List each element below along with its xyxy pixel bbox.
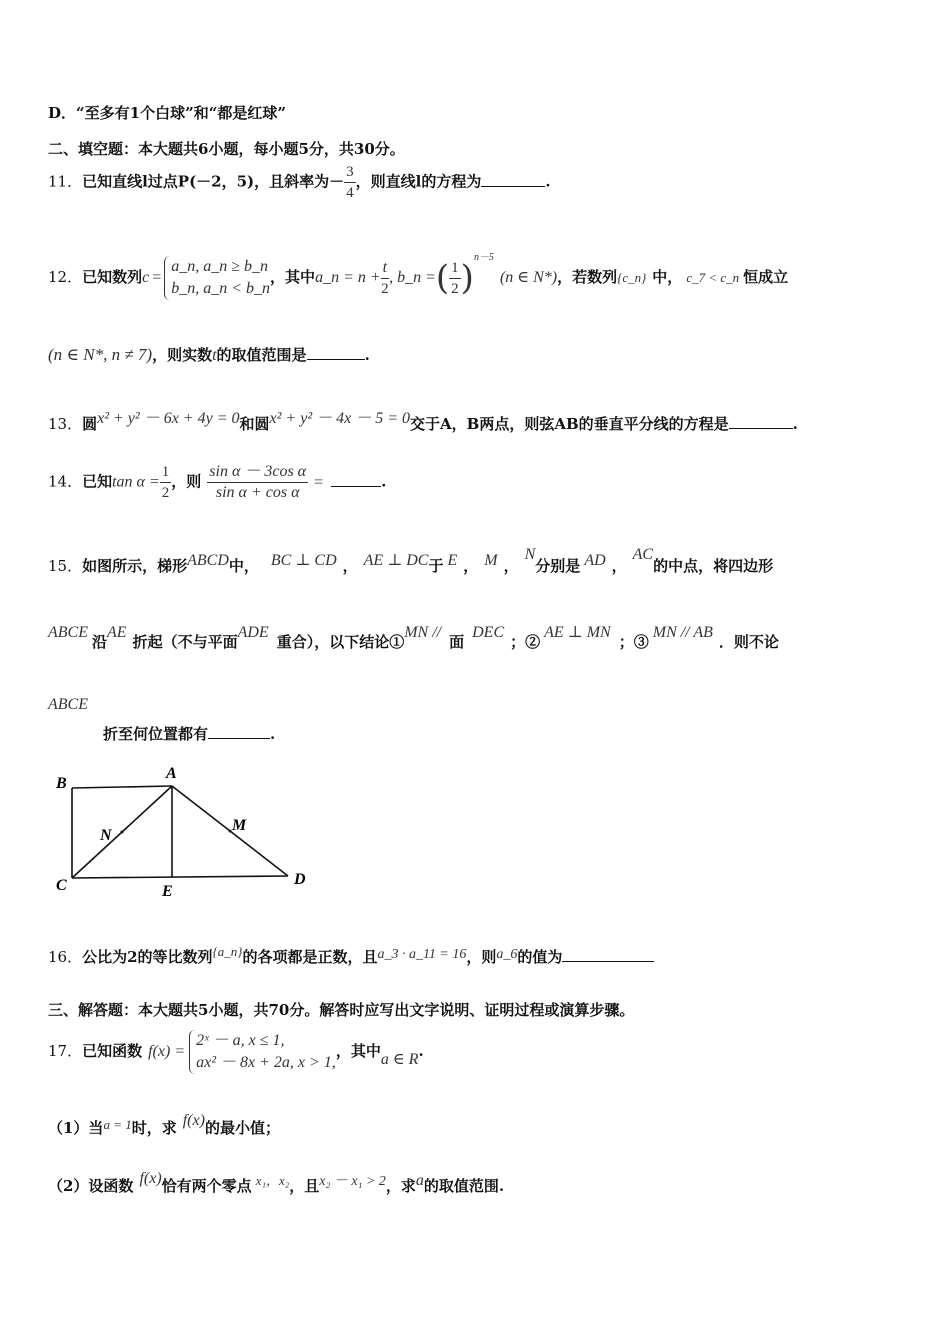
edge-ba <box>72 786 172 788</box>
q17-p1-label: （1）当 <box>48 1119 104 1137</box>
q15-l1-13: AD <box>584 552 606 569</box>
q12-t-den: 2 <box>381 280 389 297</box>
q15-l1-12: 分别是 <box>535 557 581 575</box>
q15-l1-0: 如图所示，梯形 <box>82 557 188 575</box>
q12-inequality: c_7 < c_n <box>686 270 740 285</box>
q14-half-num: 1 <box>160 462 172 483</box>
q12-left-paren: ( <box>435 258 450 298</box>
q14-text-b: ，则 <box>171 472 202 491</box>
q17-p2-text-b: ，且 <box>289 1177 320 1195</box>
label-d: D <box>294 871 306 888</box>
q15-l1-8: ， <box>463 557 479 575</box>
q12-end: . <box>364 346 370 364</box>
q15-l1-9: M <box>484 552 498 569</box>
q16-answer-blank[interactable] <box>562 947 654 962</box>
q12-text-e: 恒成立 <box>743 268 789 286</box>
q15-l1-11: N <box>524 546 536 563</box>
q13-circle1: x² + y² － 6x + 4y = 0 <box>97 410 240 427</box>
q17-p2-cond: x₂ － x₁ > 2 <box>319 1174 386 1189</box>
q12-text-f: ，则实数 <box>152 346 213 364</box>
q17-p2-text-c: ，求 <box>385 1177 416 1195</box>
q11-answer-blank[interactable] <box>481 172 545 187</box>
q12-eq: = <box>152 269 162 286</box>
q17-number: 17． <box>48 1042 83 1060</box>
q17-fx: f(x) = <box>148 1043 186 1060</box>
label-n: N <box>100 827 112 844</box>
q15-l2-10: AE ⊥ MN <box>544 624 611 641</box>
q13-circle2: x² + y² － 4x － 5 = 0 <box>269 410 411 427</box>
q14-eq: = <box>314 473 324 491</box>
q15-l1-10: ， <box>503 557 519 575</box>
q17-cond: a ∈ R <box>380 1051 419 1068</box>
q12-cn: c <box>142 269 150 286</box>
q14-half-den: 2 <box>161 485 170 501</box>
q12-exponent: n－5 <box>473 252 494 263</box>
label-c: C <box>56 877 67 894</box>
question-12-cont <box>48 344 370 365</box>
q16-text-c: ，则 <box>466 948 497 966</box>
q15-l2-1: 沿 <box>92 633 108 651</box>
q17-p2-fx: f(x) <box>139 1170 162 1187</box>
q15-l1-1: ABCD <box>187 552 229 569</box>
q15-l2-0: ABCE <box>48 624 88 641</box>
q15-l1-4: ， <box>342 557 358 575</box>
q12-text-a: 已知数列 <box>82 268 143 286</box>
q12-cn-set: {c_n} <box>617 270 647 285</box>
option-d-label: D． <box>48 104 77 122</box>
q14-trig-fraction <box>207 462 308 503</box>
q15-l1-14: ， <box>611 557 627 575</box>
question-12 <box>48 248 788 300</box>
q17-text-a: 已知函数 <box>82 1042 143 1060</box>
q12-number: 12． <box>48 268 83 286</box>
q15-l2-11: ；③ <box>618 633 649 651</box>
q11-slope-fraction <box>344 162 356 203</box>
q15-trapezoid-figure <box>48 760 328 905</box>
q11-frac-num: 3 <box>344 162 356 183</box>
q17-p2-a: a <box>415 1172 424 1189</box>
q15-answer-blank[interactable] <box>208 724 270 739</box>
q15-l2-5: 重合），以下结论① <box>276 633 405 651</box>
q17-text-b: ，其中 <box>335 1042 381 1060</box>
q15-l1-15: AC <box>632 546 654 563</box>
q15-number: 15． <box>48 557 83 575</box>
q15-l1-6: 于 <box>428 557 444 575</box>
q14-number: 14． <box>48 472 83 491</box>
q15-l3-1: 折至何位置都有 <box>103 725 209 743</box>
q17-p2-text-d: 的取值范围. <box>423 1177 505 1195</box>
q12-answer-blank[interactable] <box>307 345 365 360</box>
question-13 <box>48 405 798 434</box>
edge-cd <box>72 876 288 878</box>
q15-l2-2: AE <box>107 624 127 641</box>
q14-frac-den: sin α + cos α <box>215 484 300 501</box>
q13-answer-blank[interactable] <box>729 414 793 429</box>
label-e: E <box>162 883 173 900</box>
question-16 <box>48 944 654 967</box>
q13-number: 13． <box>48 415 83 433</box>
q12-half-num: 1 <box>449 258 461 279</box>
question-15-cont <box>48 622 779 652</box>
section3-heading: 三、解答题：本大题共5小题，共70分。解答时应写出文字说明、证明过程或演算步骤。 <box>48 1001 635 1019</box>
q15-l1-16: 的中点，将四边形 <box>653 557 774 575</box>
q16-text-d: 的值为 <box>517 948 563 966</box>
q12-case1: a_n, a_n ≥ b_n <box>171 258 269 275</box>
q12-case2: b_n, a_n < b_n <box>171 280 271 297</box>
question-14 <box>48 462 386 503</box>
label-b: B <box>56 775 67 792</box>
question-15-cont2 <box>48 696 275 744</box>
q17-p1-cond: a = 1 <box>103 1117 132 1132</box>
q12-right-paren: ) <box>460 258 474 298</box>
q15-l1-5: AE ⊥ DC <box>363 552 429 569</box>
q14-end: . <box>381 472 387 491</box>
q17-end: . <box>418 1042 424 1060</box>
question-17-part1 <box>48 1112 280 1138</box>
q12-text-g: 的取值范围是 <box>216 346 307 364</box>
q13-end: . <box>792 415 798 433</box>
option-d <box>48 102 286 123</box>
q15-l3-0: ABCE <box>48 696 88 713</box>
q15-l2-4: ADE <box>237 624 269 641</box>
q12-text-b: ，其中 <box>270 268 316 286</box>
q17-p1-fx: f(x) <box>182 1112 205 1129</box>
q16-product: a_3 · a_11 = 16 <box>377 947 467 962</box>
q17-p2-label: （2）设函数 <box>48 1177 134 1195</box>
q16-a6: a_6 <box>496 947 518 962</box>
q12-an-def: a_n = n + <box>315 269 381 286</box>
q12-half-fraction <box>449 258 461 299</box>
question-17 <box>48 1030 424 1074</box>
q12-piecewise <box>164 256 270 300</box>
question-17-part2 <box>48 1170 504 1196</box>
q15-l1-3: BC ⊥ CD <box>270 552 337 569</box>
option-d-text: “至多有1个白球”和“都是红球” <box>76 104 286 122</box>
q14-half-fraction <box>160 462 172 503</box>
q11-text-b: ，则直线l的方程为 <box>355 172 482 191</box>
q15-l1-7: E <box>447 552 458 569</box>
q12-t-var: t <box>212 347 217 364</box>
q14-answer-blank[interactable] <box>331 472 381 487</box>
q11-end: . <box>545 172 551 191</box>
q16-text-b: 的各项都是正数，且 <box>242 948 378 966</box>
q17-p1-text-b: 的最小值； <box>204 1119 280 1137</box>
q12-domain2: (n ∈ N*, n ≠ 7) <box>48 345 153 364</box>
section2-heading: 二、填空题：本大题共6小题，每小题5分，共30分。 <box>48 140 405 158</box>
q11-frac-den: 4 <box>346 185 354 201</box>
q15-l2-9: ；② <box>510 633 541 651</box>
q16-text-a: 公比为2的等比数列 <box>82 948 213 966</box>
label-a: A <box>166 765 177 782</box>
q17-p2-zeros: x₁，x₂ <box>255 1173 290 1188</box>
q12-domain1: (n ∈ N*) <box>499 269 558 286</box>
q12-t-num: t <box>381 258 389 279</box>
q12-half-den: 2 <box>451 280 459 297</box>
q12-text-d: 中， <box>652 268 683 286</box>
q13-text-c: 交于A，B两点，则弦AB的垂直平分线的方程是 <box>410 415 729 433</box>
q11-text-a: 已知直线l过点P(－2，5)，且斜率为－ <box>82 172 345 191</box>
q17-case2: ax² － 8x + 2a, x > 1, <box>196 1054 336 1071</box>
q15-end: . <box>270 725 276 743</box>
q17-piecewise <box>189 1030 336 1074</box>
q13-text-b: 和圆 <box>239 415 270 433</box>
q14-text-a: 已知 <box>82 472 113 491</box>
q15-l2-8: DEC <box>472 624 505 641</box>
q12-bn-def: , b_n = <box>389 269 436 286</box>
q17-case1: 2ˣ － a, x ≤ 1, <box>196 1032 285 1049</box>
q13-text-a: 圆 <box>82 415 98 433</box>
label-m: M <box>232 817 247 834</box>
q17-p2-text-a: 恰有两个零点 <box>161 1177 252 1195</box>
q11-number: 11． <box>48 172 83 191</box>
question-15 <box>48 546 773 576</box>
q12-t-fraction <box>381 258 389 299</box>
q15-l2-12: MN // AB <box>652 624 713 641</box>
question-11 <box>48 162 551 203</box>
q14-tan: tan α = <box>112 473 160 491</box>
q15-l2-3: 折起（不与平面 <box>132 633 238 651</box>
q17-p1-text-a: 时，求 <box>131 1119 177 1137</box>
q15-l2-6: MN // <box>404 624 446 641</box>
q16-number: 16． <box>48 948 83 966</box>
q16-seq: {a_n} <box>212 944 243 959</box>
q15-l1-2: 中， <box>228 557 259 575</box>
q15-l2-7: 面 <box>449 633 465 651</box>
point-n <box>121 831 124 834</box>
q15-l2-13: ．则不论 <box>718 633 779 651</box>
q12-text-c: ，若数列 <box>557 268 618 286</box>
q14-frac-num: sin α － 3cos α <box>207 462 308 483</box>
